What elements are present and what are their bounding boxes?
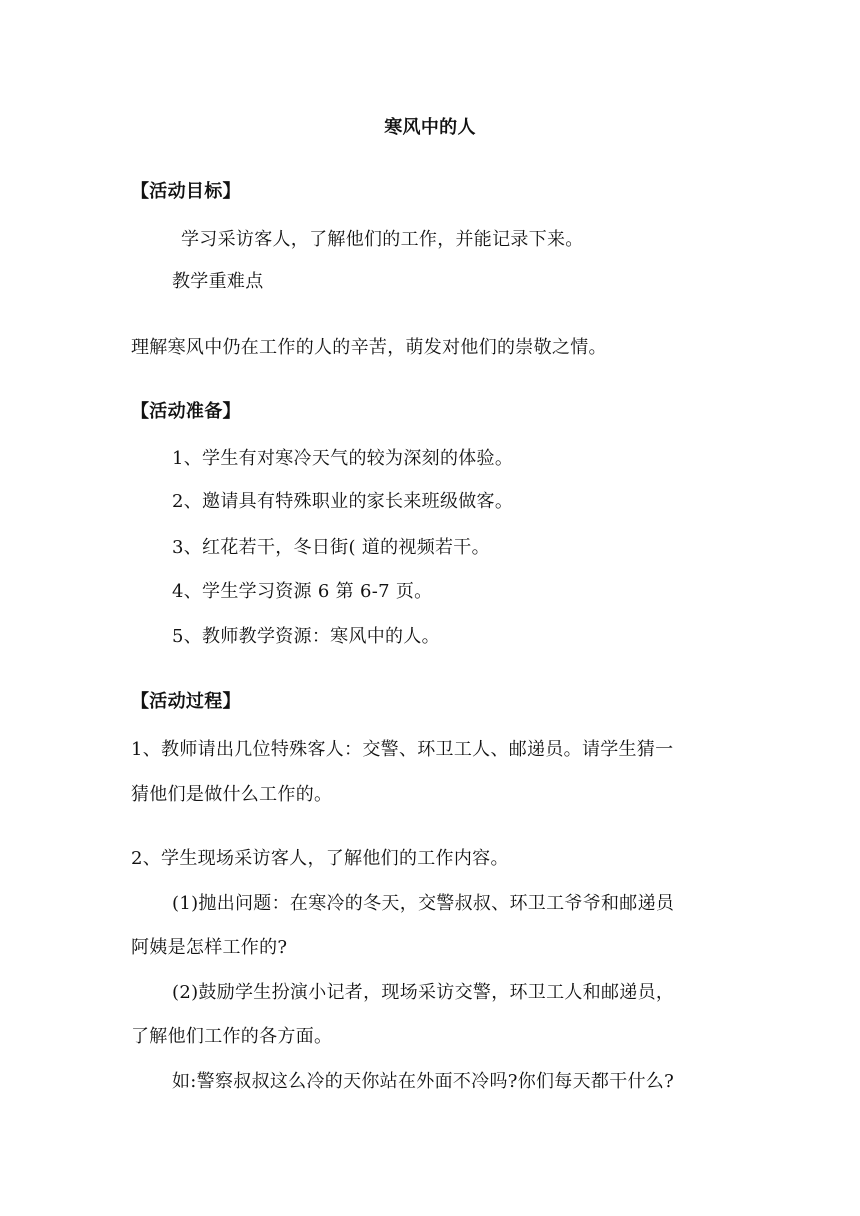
process-question-2: (2)鼓励学生扮演小记者，现场采访交警，环卫工人和邮递员， xyxy=(172,982,675,1003)
prep-item: 2、邀请具有特殊职业的家长来班级做客。 xyxy=(172,491,514,512)
prep-item: 1、学生有对寒冷天气的较为深刻的体验。 xyxy=(172,448,514,469)
process-question-1-cont: 阿姨是怎样工作的? xyxy=(131,937,288,958)
goal-subheading: 教学重难点 xyxy=(172,271,264,292)
goal-text: 学习采访客人，了解他们的工作，并能记录下来。 xyxy=(181,229,584,250)
page-title: 寒风中的人 xyxy=(384,117,476,138)
prep-item: 3、红花若干，冬日街( 道的视频若干。 xyxy=(172,537,490,558)
section-heading-process: 【活动过程】 xyxy=(131,691,241,712)
process-paragraph-1-cont: 猜他们是做什么工作的。 xyxy=(131,784,333,805)
process-paragraph-2: 2、学生现场采访客人，了解他们的工作内容。 xyxy=(131,848,509,869)
process-paragraph-1: 1、教师请出几位特殊客人：交警、环卫工人、邮递员。请学生猜一 xyxy=(131,739,674,760)
prep-item: 4、学生学习资源 6 第 6-7 页。 xyxy=(172,581,433,602)
process-question-1: (1)抛出问题：在寒冷的冬天，交警叔叔、环卫工爷爷和邮递员 xyxy=(172,893,675,914)
section-heading-prep: 【活动准备】 xyxy=(131,401,241,422)
section-heading-goal: 【活动目标】 xyxy=(131,181,241,202)
goal-difficulty-text: 理解寒风中仍在工作的人的辛苦，萌发对他们的崇敬之情。 xyxy=(131,337,607,358)
prep-item: 5、教师教学资源：寒风中的人。 xyxy=(172,626,440,647)
process-question-2-cont: 了解他们工作的各方面。 xyxy=(131,1026,333,1047)
process-example: 如:警察叔叔这么冷的天你站在外面不冷吗?你们每天都干什么? xyxy=(172,1071,675,1092)
